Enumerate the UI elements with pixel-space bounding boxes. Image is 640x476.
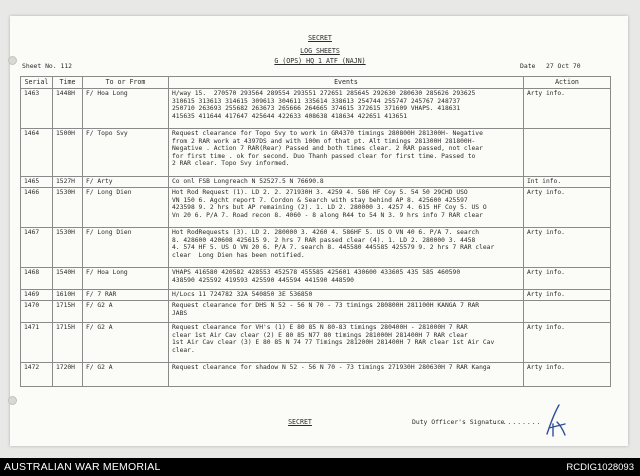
time-cell: 1715H — [53, 301, 83, 323]
events-cell: H/Locs 11 724782 32A 540850 3E 536850 — [169, 290, 524, 301]
table-row — [21, 363, 611, 387]
duty-officer-label: Duty Officer's Signature — [412, 418, 505, 426]
events-cell: VHAPS 416580 420582 428553 452578 455585 425601 430600 433605 435 585 460590 438590 425592 419593 425590 445594 441590 448590 — [169, 268, 524, 290]
time-cell: 1540H — [53, 268, 83, 290]
table-row — [21, 188, 611, 228]
action-cell: Arty info. — [524, 290, 611, 301]
to-from-cell: F/ G2 A — [83, 363, 169, 387]
events-cell: Co onl FSB Longreach N 52527.5 N 76690.8 — [169, 177, 524, 188]
time-cell: 1500H — [53, 129, 83, 177]
page-subtitle: G (OPS) HQ 1 ATF (NAJN) — [274, 57, 366, 65]
serial-cell: 1469 — [21, 290, 53, 301]
archive-institution: AUSTRALIAN WAR MEMORIAL — [4, 461, 161, 473]
events-cell: H/way 15. 270570 293564 289554 293551 272651 285645 292630 280630 285626 293625 310615 313613 314615 309613 304611 335614 338613 254744 255747 245767 248737 250710 263693 255682 263673 265666 264665 374615 372615 371609 VHAPS. 418631 415635 411644 417647 425644 422633 408638 418634 422651 413651 — [169, 89, 524, 129]
time-cell: 1610H — [53, 290, 83, 301]
serial-cell: 1464 — [21, 129, 53, 177]
action-cell: Arty info. — [524, 228, 611, 268]
top-classification: SECRET — [308, 34, 332, 42]
time-cell: 1715H — [53, 323, 83, 363]
action-cell — [524, 301, 611, 323]
date-label: Date — [520, 62, 536, 70]
to-from-cell: F/ G2 A — [83, 301, 169, 323]
action-cell: Arty info. — [524, 268, 611, 290]
action-cell: Int info. — [524, 177, 611, 188]
serial-cell: 1468 — [21, 268, 53, 290]
events-cell: Hot RodRequests (3). LD 2. 280000 3. 4260 4. 586HF 5. US O VN 40 6. P/A 7. search 8. 428600 420608 425615 9. 2 hrs 7 RAR passed clear (4). 1. LD 2. 280000 3. 4458 4. 574 HF 5. US O VN 20 6. P/A 7. search 8. 445580 445585 425579 9. 2 hrs 7 RAR clear clear Long Dien has been notified. — [169, 228, 524, 268]
to-from-cell: F/ 7 RAR — [83, 290, 169, 301]
serial-cell: 1467 — [21, 228, 53, 268]
to-from-cell: F/ Arty — [83, 177, 169, 188]
bottom-classification: SECRET — [288, 418, 312, 426]
to-from-cell: F/ Hoa Long — [83, 89, 169, 129]
to-from-cell: F/ Long Dien — [83, 228, 169, 268]
date-value: 27 Oct 70 — [546, 62, 581, 70]
table-row — [21, 89, 611, 129]
events-cell: Request clearance for DHS N 52 - 56 N 70 - 73 timings 280800H 281100H KANGA 7 RAR JABS — [169, 301, 524, 323]
time-cell: 1530H — [53, 228, 83, 268]
time-cell: 1530H — [53, 188, 83, 228]
events-cell: Request clearance for shadow N 52 - 56 N 70 - 73 timings 271930H 280630H 7 RAR Kanga — [169, 363, 524, 387]
time-cell: 1527H — [53, 177, 83, 188]
serial-cell: 1463 — [21, 89, 53, 129]
col-header-action: Action — [524, 77, 611, 89]
events-cell: Request clearance for VH's (1) E 80 85 N 80-83 timings 280400H - 281000H 7 RAR clear 1st Air Cav clear (2) E 80 85 N77 80 timings 281000H 281400H 7 RAR clear 1st Air Cav clear (3) E 80 85 N 74 77 Timings 281200H 281400H 7 RAR clear 1st Air Cav clear. — [169, 323, 524, 363]
table-header-row — [21, 77, 611, 89]
col-header-to-from: To or From — [83, 77, 169, 89]
action-cell: Arty info. — [524, 188, 611, 228]
events-cell: Hot Rod Request (1). LD 2. 2. 271930H 3. 4259 4. 586 HF Coy 5. 54 50 29CHD USO VN 150 6. Agcht report 7. Cordon & Search with stay behind AP 8. 425600 425597 423598 9. 2 hrs but AP remaining (2). 1. LD 2. 280000 3. 4257 4. 615 HF Coy 5. US O Vn 20 6. P/A 7. Road recon 8. 4060 - 8 along R44 to 54 N 3. 9 hrs info 7 RAR clear — [169, 188, 524, 228]
action-cell — [524, 129, 611, 177]
table-row — [21, 301, 611, 323]
archive-reference: RCDIG1028093 — [566, 462, 634, 473]
time-cell: 1448H — [53, 89, 83, 129]
col-header-events: Events — [169, 77, 524, 89]
action-cell: Arty info. — [524, 363, 611, 387]
handwritten-signature — [543, 402, 569, 438]
col-header-serial: Serial — [21, 77, 53, 89]
events-cell: Request clearance for Topo Svy to work in GR4370 timings 280800H 281300H- Negative from 2 RAR work at 4397DS and with 100m of that pt. Alt timings 281300H 281800H- Negative . Action 7 RAR(Rear) Passed and both times clear. 2 RAR passed, not clear for first time . ok for second. Duo Thanh passed clear for first time. Passed to 2 RAR clear. Topo Svy informed. — [169, 129, 524, 177]
col-header-time: Time — [53, 77, 83, 89]
table-row — [21, 290, 611, 301]
serial-cell: 1471 — [21, 323, 53, 363]
to-from-cell: F/ Long Dien — [83, 188, 169, 228]
punch-hole — [8, 396, 17, 405]
to-from-cell: F/ G2 A — [83, 323, 169, 363]
page-title: LOG SHEETS — [300, 47, 340, 55]
serial-cell: 1465 — [21, 177, 53, 188]
to-from-cell: F/ Hoa Long — [83, 268, 169, 290]
table-row — [21, 177, 611, 188]
table-row — [21, 268, 611, 290]
table-row — [21, 323, 611, 363]
serial-cell: 1466 — [21, 188, 53, 228]
to-from-cell: F/ Topo Svy — [83, 129, 169, 177]
sheet-number: Sheet No. 112 — [22, 62, 73, 70]
table-row — [21, 129, 611, 177]
table-row — [21, 228, 611, 268]
punch-hole — [8, 56, 17, 65]
time-cell: 1720H — [53, 363, 83, 387]
serial-cell: 1470 — [21, 301, 53, 323]
serial-cell: 1472 — [21, 363, 53, 387]
signature-line: .......... — [493, 418, 542, 426]
action-cell: Arty info. — [524, 89, 611, 129]
action-cell: Arty info. — [524, 323, 611, 363]
log-table — [20, 76, 611, 387]
